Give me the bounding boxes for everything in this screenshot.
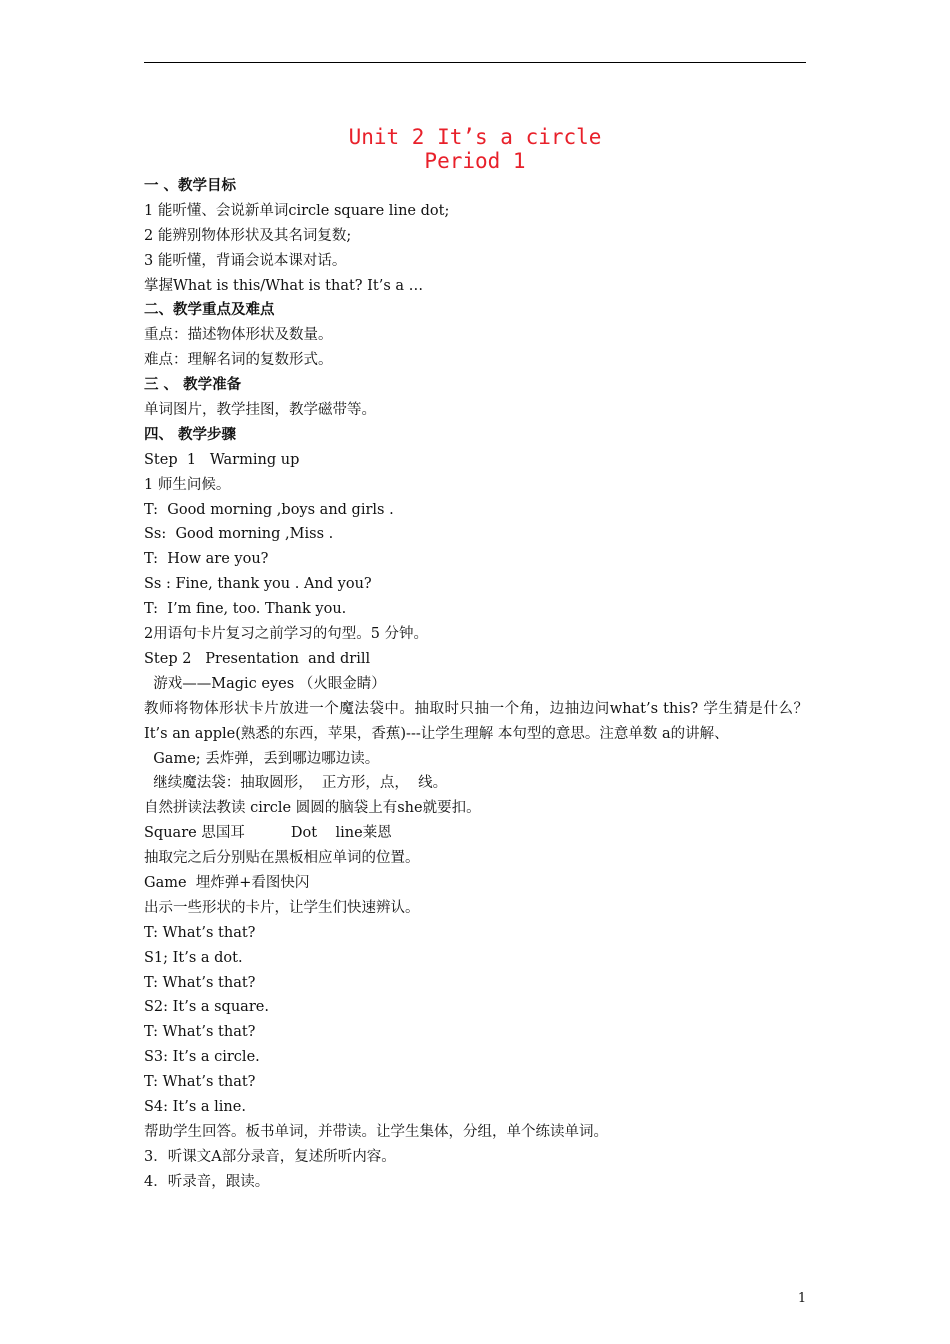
dialogue-line: T: What’s that? xyxy=(144,974,256,991)
dialogue-line: Ss: Good morning ,Miss . xyxy=(144,526,334,543)
section-heading-steps: 四、 教学步骤 xyxy=(144,426,237,443)
text-line: 1 师生问候。 xyxy=(144,476,231,493)
dialogue-line: T: Good morning ,boys and girls . xyxy=(144,501,394,518)
text-line: 继续魔法袋：抽取圆形， 正方形，点， 线。 xyxy=(144,775,448,792)
text-line: Square 思国耳 Dot line莱恩 xyxy=(144,825,392,842)
text-line: Game 埋炸弹+看图快闪 xyxy=(144,874,310,891)
text-line: 3 能听懂，背诵会说本课对话。 xyxy=(144,252,347,269)
text-line: 出示一些形状的卡片，让学生们快速辨认。 xyxy=(144,899,420,916)
dialogue-line: S3: It’s a circle. xyxy=(144,1049,260,1066)
dialogue-line: S2: It’s a square. xyxy=(144,999,269,1016)
document-title: Unit 2 It’s a circle xyxy=(348,125,602,149)
text-line: 4．听录音，跟读。 xyxy=(144,1173,270,1190)
text-line: 单词图片，教学挂图，教学磁带等。 xyxy=(144,402,376,419)
section-heading-key-points: 二、教学重点及难点 xyxy=(144,302,275,319)
text-line: Game; 丢炸弹，丢到哪边哪边读。 xyxy=(144,750,380,767)
dialogue-line: Ss : Fine, thank you . And you? xyxy=(144,576,372,593)
text-line: 2 能辨别物体形状及其名词复数; xyxy=(144,227,352,244)
dialogue-line: T: What’s that? xyxy=(144,924,256,941)
text-line: 掌握What is this/What is that? It’s a … xyxy=(144,277,424,294)
dialogue-line: S1; It’s a dot. xyxy=(144,949,243,966)
step-heading: Step 2 Presentation and drill xyxy=(144,650,371,667)
dialogue-line: T: What’s that? xyxy=(144,1024,256,1041)
dialogue-line: T: How are you? xyxy=(144,551,269,568)
section-heading-preparation: 三 、 教学准备 xyxy=(144,377,242,394)
header-rule xyxy=(144,62,806,63)
text-line: 帮助学生回答。板书单词，并带读。让学生集体，分组，单个练读单词。 xyxy=(144,1123,608,1140)
text-line: 3．听课文A部分录音，复述所听内容。 xyxy=(144,1148,396,1165)
dialogue-line: S4: It’s a line. xyxy=(144,1098,246,1115)
paragraph: 教师将物体形状卡片放进一个魔法袋中。抽取时只抽一个角，边抽边问what’s this? 学生猜是什么？It’s an apple(熟悉的东西，苹果，香蕉)---让学生理解 本句型的意思。注意单数 a的讲解、 xyxy=(144,700,808,742)
step-heading: Step 1 Warming up xyxy=(144,451,300,468)
text-line: 1 能听懂、会说新单词circle square line dot; xyxy=(144,202,450,219)
document-subtitle: Period 1 xyxy=(424,149,526,173)
page-number: 1 xyxy=(797,1291,807,1306)
text-line: 游戏——Magic eyes （火眼金睛） xyxy=(144,675,386,692)
text-line: 2用语句卡片复习之前学习的句型。5 分钟。 xyxy=(144,626,429,643)
text-line: 自然拼读法教读 circle 圆圆的脑袋上有she就要扣。 xyxy=(144,800,481,817)
text-line: 重点：描述物体形状及数量。 xyxy=(144,327,333,344)
text-line: 抽取完之后分别贴在黑板相应单词的位置。 xyxy=(144,850,420,867)
section-heading-objectives: 一 、教学目标 xyxy=(144,178,237,194)
text-line: 难点：理解名词的复数形式。 xyxy=(144,352,333,369)
document-body xyxy=(144,174,808,1195)
dialogue-line: T: What’s that? xyxy=(144,1074,256,1091)
dialogue-line: T: I’m fine, too. Thank you. xyxy=(144,601,347,618)
